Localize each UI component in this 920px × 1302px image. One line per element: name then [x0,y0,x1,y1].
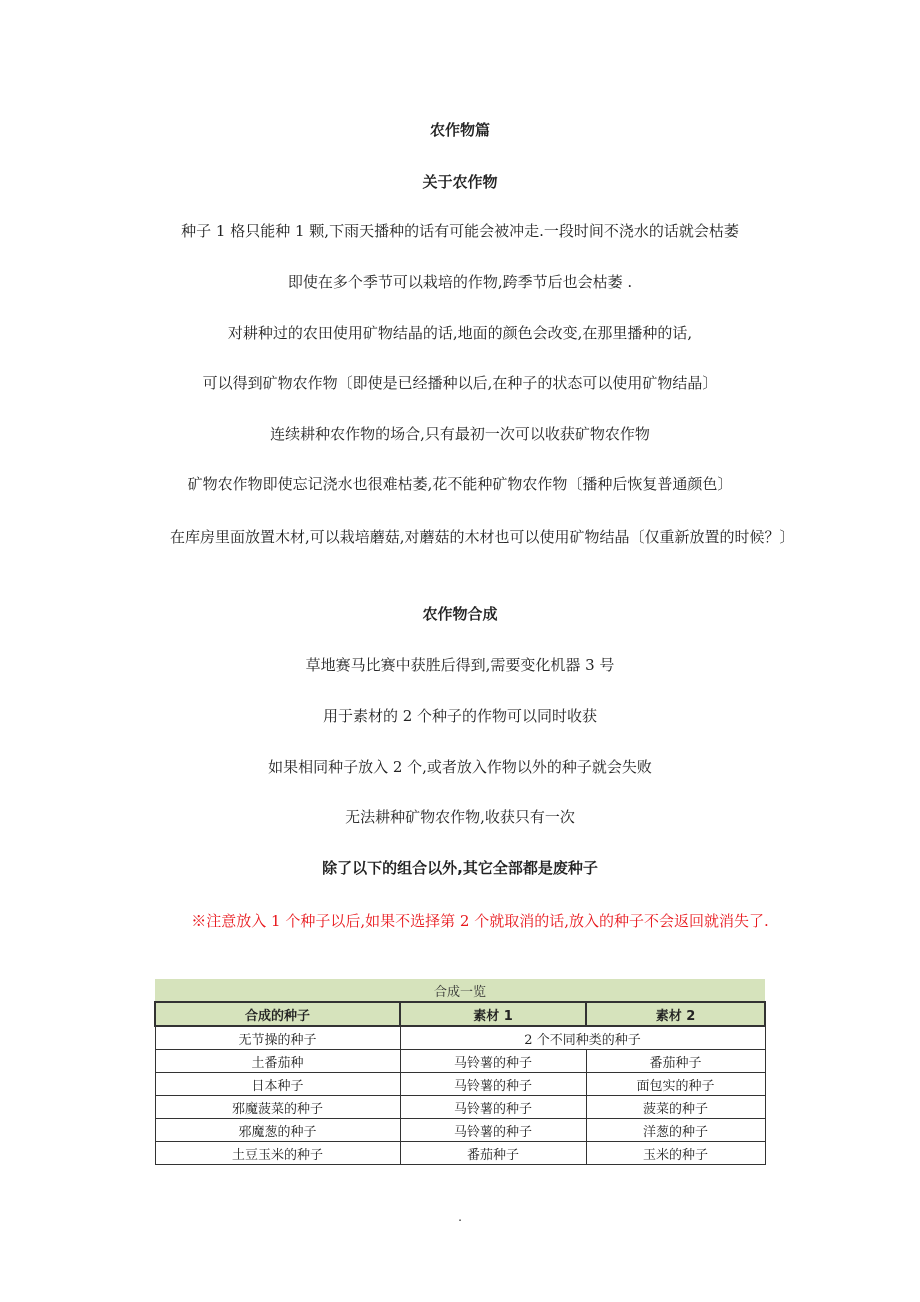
table-cell: 土豆玉米的种子 [155,1142,400,1165]
table-cell: 日本种子 [155,1073,400,1096]
paragraph: 种子 1 格只能种 1 颗,下雨天播种的话有可能会被冲走.一段时间不浇水的话就会枯萎 [181,222,739,240]
paragraph: 即使在多个季节可以栽培的作物,跨季节后也会枯萎 . [287,273,633,291]
table-cell: 马铃薯的种子 [400,1119,586,1142]
table-cell: 马铃薯的种子 [400,1096,586,1119]
table-row [155,1119,765,1142]
paragraph: 草地赛马比赛中获胜后得到,需要变化机器 3 号 [305,656,615,674]
table-cell: 无节操的种子 [155,1026,400,1050]
table-row [155,1026,765,1050]
table-cell: 番茄种子 [400,1142,586,1165]
table-row [155,1050,765,1073]
table-cell: 面包实的种子 [586,1073,765,1096]
paragraph: 连续耕种农作物的场合,只有最初一次可以收获矿物农作物 [270,425,650,443]
warning-note: ※注意放入 1 个种子以后,如果不选择第 2 个就取消的话,放入的种子不会返回就消失了. [191,912,769,930]
table-header-seed: 合成的种子 [155,1002,400,1026]
table-row [155,1142,765,1165]
paragraph: 可以得到矿物农作物〔即使是已经播种以后,在种子的状态可以使用矿物结晶〕 [202,374,718,392]
synthesis-table [154,979,766,1165]
table-cell: 2 个不同种类的种子 [400,1026,765,1050]
table-cell: 邪魔菠菜的种子 [155,1096,400,1119]
table-cell: 马铃薯的种子 [400,1073,586,1096]
paragraph: 如果相同种子放入 2 个,或者放入作物以外的种子就会失败 [268,758,652,776]
table-row [155,1073,765,1096]
table-row [155,1096,765,1119]
table-cell: 菠菜的种子 [586,1096,765,1119]
paragraph: 在库房里面放置木材,可以栽培蘑菇,对蘑菇的木材也可以使用矿物结晶〔仅重新放置的时候？〕 [170,528,795,546]
table-header-material-2: 素材 2 [586,1002,765,1026]
doc-title: 农作物篇 [429,121,490,139]
section-heading-combinations: 除了以下的组合以外,其它全部都是废种子 [322,859,598,877]
table-cell: 土番茄种 [155,1050,400,1073]
paragraph: 对耕种过的农田使用矿物结晶的话,地面的颜色会改变,在那里播种的话, [227,324,693,342]
table-cell: 玉米的种子 [586,1142,765,1165]
table-cell: 洋葱的种子 [586,1119,765,1142]
table-cell: 邪魔葱的种子 [155,1119,400,1142]
table-header-material-1: 素材 1 [400,1002,586,1026]
table-cell: 番茄种子 [586,1050,765,1073]
section-heading-crop-synthesis: 农作物合成 [422,605,498,623]
paragraph: 矿物农作物即使忘记浇水也很难枯萎,花不能种矿物农作物〔播种后恢复普通颜色〕 [187,475,733,493]
section-heading-about-crops: 关于农作物 [422,173,498,191]
table-cell: 马铃薯的种子 [400,1050,586,1073]
paragraph: 用于素材的 2 个种子的作物可以同时收获 [322,707,598,725]
table-caption: 合成一览 [155,979,765,1002]
paragraph: 无法耕种矿物农作物,收获只有一次 [345,808,575,826]
footer-dot: . [458,1210,462,1224]
